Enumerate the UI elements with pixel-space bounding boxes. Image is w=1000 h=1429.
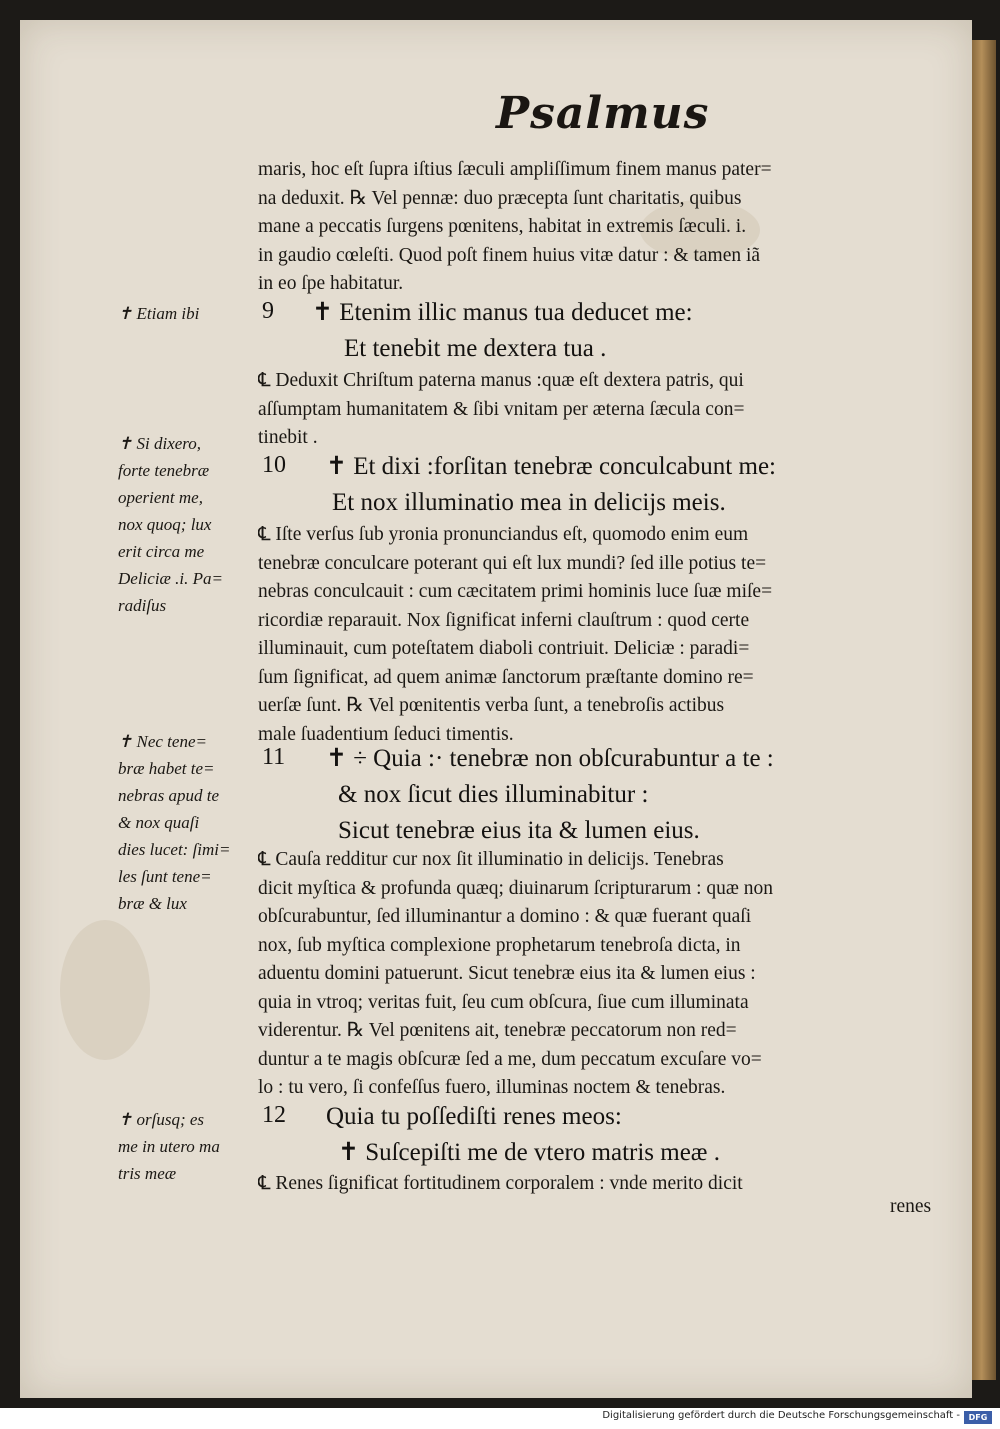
commentary-line: ℄ Cauſa redditur cur nox ſit illuminatio in delicijs. Tenebras — [258, 849, 724, 870]
commentary-line: in gaudio cœleſti. Quod poſt finem huius vitæ datur : & tamen iã — [258, 244, 761, 266]
commentary-line: male ſuadentium ſeduci timentis. — [258, 723, 514, 745]
commentary-line: ℄ Iſte verſus ſub yronia pronunciandus eſt, quomodo enim eum — [258, 524, 749, 545]
margin-note-12 — [118, 1106, 258, 1187]
verse-9-line-2: Et tenebit me dextera tua . — [344, 335, 607, 362]
verse-11-line-3: Sicut tenebræ eius ita & lumen eius. — [338, 817, 700, 844]
margin-note-line: dies lucet: ſimi= — [118, 840, 231, 859]
margin-note-line: radiſus — [118, 596, 167, 615]
margin-note-line: Deliciæ .i. Pa= — [118, 569, 223, 588]
commentary-line: obſcurabuntur, ſed illuminantur a domino : & quæ fuerant quaſi — [258, 906, 752, 927]
commentary-line: ℄ Deduxit Chriſtum paterna manus :quæ eſt dextera patris, qui — [258, 370, 744, 391]
margin-note-line: ✝ Si dixero, — [118, 434, 202, 453]
commentary-line: duntur a te magis obſcuræ ſed a me, dum peccatum excuſare vo= — [258, 1048, 762, 1070]
margin-note-line: les ſunt tene= — [118, 867, 212, 886]
verse-10-line-1: ✝ Et dixi :forſitan tenebræ conculcabunt me: — [326, 453, 776, 480]
commentary-line: aduentu domini patuerunt. Sicut tenebræ eius ita & lumen eius : — [258, 963, 756, 984]
verse-11-line-2: & nox ſicut dies illuminabitur : — [338, 781, 649, 808]
margin-note-line: operient me, — [118, 488, 203, 507]
commentary-block-1 — [258, 156, 950, 299]
commentary-line: in eo ſpe habitatur. — [258, 273, 404, 294]
margin-note-line: tris meæ — [118, 1164, 177, 1183]
commentary-line: na deduxit. ℞ Vel pennæ: duo præcepta ſunt charitatis, quibus — [258, 187, 742, 209]
margin-note-line: forte tenebræ — [118, 461, 210, 480]
commentary-block-4 — [258, 846, 950, 1103]
commentary-line: viderentur. ℞ Vel pœnitens ait, tenebræ peccatorum non red= — [258, 1020, 737, 1041]
margin-note-line: nox quoq; lux — [118, 515, 212, 534]
commentary-block-5 — [258, 1170, 950, 1199]
verse-number-10: 10 — [262, 452, 286, 478]
margin-note-line: nebras apud te — [118, 786, 220, 805]
dfg-logo: DFG — [964, 1411, 992, 1424]
margin-note-line: & nox quaſi — [118, 813, 200, 832]
margin-note-line: ✝ orſusq; es — [118, 1110, 205, 1129]
commentary-line: lo : tu vero, ſi confeſſus fuero, illuminas noctem & tenebras. — [258, 1077, 726, 1098]
commentary-line: mane a peccatis ſurgens pœnitens, habitat in extremis ſæculi. i. — [258, 216, 747, 237]
commentary-line: quia in vtroq; veritas fuit, ſeu cum obſcura, ſiue cum illuminata — [258, 991, 749, 1013]
margin-note-line: bræ habet te= — [118, 759, 215, 778]
verse-number-9: 9 — [262, 298, 274, 324]
margin-note-line: ✝ Etiam ibi — [118, 304, 200, 323]
commentary-line: ricordiæ reparauit. Nox ſignificat inferni clauſtrum : quod certe — [258, 609, 750, 631]
commentary-line: nebras conculcauit : cum cæcitatem primi hominis luce ſuæ miſe= — [258, 581, 773, 602]
verse-number-11: 11 — [262, 744, 286, 770]
margin-note-line: erit circa me — [118, 542, 205, 561]
margin-note-line: me in utero ma — [118, 1137, 220, 1156]
commentary-line: tenebræ conculcare poterant qui eſt lux mundi? ſed ille potius te= — [258, 552, 767, 574]
catchword: renes — [890, 1196, 932, 1217]
commentary-line: dicit myſtica & profunda quæq; diuinarum ſcripturarum : quæ non — [258, 877, 774, 899]
commentary-line: uerſæ ſunt. ℞ Vel pœnitentis verba ſunt, a tenebroſis actibus — [258, 695, 725, 716]
verse-9-line-1: ✝ Etenim illic manus tua deducet me: — [312, 299, 693, 326]
commentary-block-3 — [258, 521, 950, 749]
verse-number-12: 12 — [262, 1102, 286, 1128]
margin-note-9 — [118, 300, 258, 327]
running-head: Psalmus — [496, 88, 710, 139]
verse-10-line-2: Et nox illuminatio mea in delicijs meis. — [332, 489, 726, 516]
commentary-line: nox, ſub myſtica complexione prophetarum tenebroſa dicta, in — [258, 934, 741, 956]
margin-note-line: ✝ Nec tene= — [118, 732, 207, 751]
commentary-line: maris, hoc eſt ſupra iſtius ſæculi ampliſſimum finem manus pater= — [258, 159, 772, 180]
paper-stain — [60, 920, 150, 1060]
commentary-line: ſum ſignificat, ad quem animæ ſanctorum præſtante domino re= — [258, 666, 754, 688]
commentary-block-2 — [258, 367, 950, 453]
margin-note-11 — [118, 728, 258, 917]
commentary-line: illuminauit, cum poteſtatem diaboli contriuit. Deliciæ : paradi= — [258, 638, 750, 659]
funding-notice: Digitalisierung gefördert durch die Deutsche Forschungsgemeinschaft - — [602, 1410, 960, 1421]
margin-note-line: bræ & lux — [118, 894, 187, 913]
verse-11-line-1: ✝ ÷ Quia :· tenebræ non obſcurabuntur a te : — [326, 745, 774, 772]
verse-12-line-1: Quia tu poſſediſti renes meos: — [326, 1103, 622, 1130]
commentary-line: aſſumptam humanitatem & ſibi vnitam per æterna ſæcula con= — [258, 398, 745, 420]
margin-note-10 — [118, 430, 258, 619]
verse-12-line-2: ✝ Suſcepiſti me de vtero matris meæ . — [338, 1139, 720, 1166]
book-edge — [972, 40, 996, 1380]
commentary-line: ℄ Renes ſignificat fortitudinem corporalem : vnde merito dicit — [258, 1173, 743, 1194]
commentary-line: tinebit . — [258, 427, 318, 448]
footer-bar — [0, 1408, 1000, 1429]
